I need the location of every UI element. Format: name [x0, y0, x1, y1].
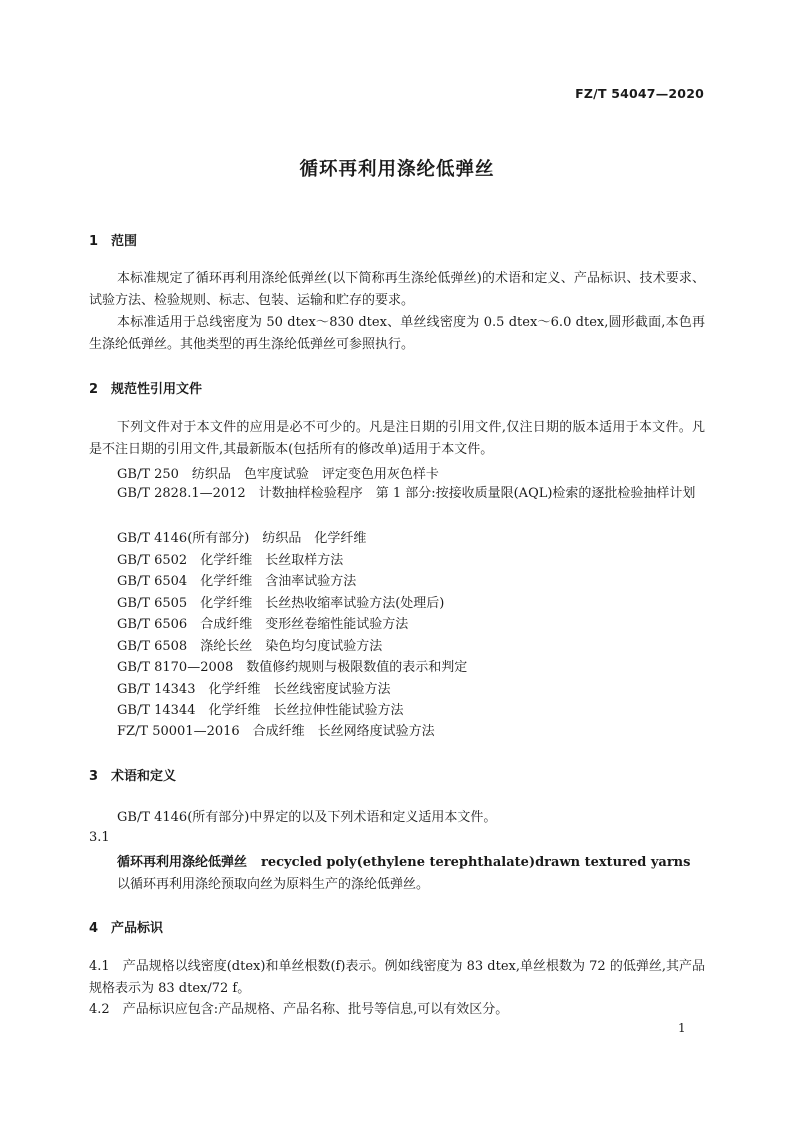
- reference-item: GB/T 14344 化学纤维 长丝拉伸性能试验方法: [117, 703, 404, 718]
- document-title: 循环再利用涤纶低弹丝: [299, 159, 495, 180]
- clause-number: 4.2: [89, 1002, 110, 1017]
- reference-item: GB/T 14343 化学纤维 长丝线密度试验方法: [117, 682, 391, 697]
- section-title: 术语和定义: [111, 769, 177, 784]
- reference-item: GB/T 8170—2008 数值修约规则与极限数值的表示和判定: [117, 660, 468, 675]
- reference-item: FZ/T 50001—2016 合成纤维 长丝网络度试验方法: [117, 724, 435, 739]
- reference-item: GB/T 2828.1—2012 计数抽样检验程序 第 1 部分:按接收质量限(AQL)检索的逐批检验抽样计划: [117, 486, 696, 501]
- reference-item: GB/T 6506 合成纤维 变形丝卷缩性能试验方法: [117, 617, 409, 632]
- clause-4-1: [89, 956, 705, 999]
- term-entry: [117, 851, 690, 870]
- reference-item: GB/T 4146(所有部分) 纺织品 化学纤维: [117, 531, 367, 546]
- term-definition: 以循环再利用涤纶预取向丝为原料生产的涤纶低弹丝。: [117, 877, 430, 892]
- term-english: recycled poly(ethylene terephthalate)drawn textured yarns: [261, 855, 691, 870]
- clause-4-2: [89, 999, 705, 1021]
- section-title: 规范性引用文件: [111, 382, 203, 397]
- section-number: 1: [89, 234, 99, 249]
- section-3-heading: [89, 765, 176, 784]
- standard-code: FZ/T 54047—2020: [575, 86, 704, 101]
- clause-text: 产品规格以线密度(dtex)和单丝根数(f)表示。例如线密度为 83 dtex,单丝根数为 72 的低弹丝,其产品规格表示为 83 dtex/72 f。: [89, 959, 705, 996]
- scope-paragraph-2: 本标准适用于总线密度为 50 dtex～830 dtex、单丝线密度为 0.5 dtex～6.0 dtex,圆形截面,本色再生涤纶低弹丝。其他类型的再生涤纶低弹丝可参照执行。: [89, 315, 705, 352]
- section-title: 范围: [111, 234, 138, 249]
- reference-item: GB/T 6505 化学纤维 长丝热收缩率试验方法(处理后): [117, 596, 445, 611]
- section-number: 2: [89, 382, 99, 397]
- section-2-heading: [89, 378, 202, 397]
- page-number: 1: [678, 1021, 686, 1035]
- reference-item: GB/T 6502 化学纤维 长丝取样方法: [117, 553, 344, 568]
- section-title: 产品标识: [111, 921, 164, 936]
- scope-paragraph-1: 本标准规定了循环再利用涤纶低弹丝(以下简称再生涤纶低弹丝)的术语和定义、产品标识、技术要求、试验方法、检验规则、标志、包装、运输和贮存的要求。: [89, 271, 705, 308]
- section-1-heading: [89, 230, 137, 249]
- reference-item: GB/T 6504 化学纤维 含油率试验方法: [117, 574, 357, 589]
- terms-intro: GB/T 4146(所有部分)中界定的以及下列术语和定义适用本文件。: [117, 810, 497, 825]
- section-number: 3: [89, 769, 99, 784]
- clause-text: 产品标识应包含:产品规格、产品名称、批号等信息,可以有效区分。: [122, 1002, 509, 1017]
- reference-item: GB/T 250 纺织品 色牢度试验 评定变色用灰色样卡: [117, 467, 439, 482]
- clause-number-3-1: 3.1: [89, 830, 110, 845]
- reference-item: GB/T 6508 涤纶长丝 染色均匀度试验方法: [117, 639, 383, 654]
- clause-number: 4.1: [89, 959, 110, 974]
- references-intro: 下列文件对于本文件的应用是必不可少的。凡是注日期的引用文件,仅注日期的版本适用于本文件。凡是不注日期的引用文件,其最新版本(包括所有的修改单)适用于本文件。: [89, 420, 705, 457]
- term-chinese: 循环再利用涤纶低弹丝: [117, 855, 248, 870]
- section-4-heading: [89, 917, 163, 936]
- section-number: 4: [89, 921, 99, 936]
